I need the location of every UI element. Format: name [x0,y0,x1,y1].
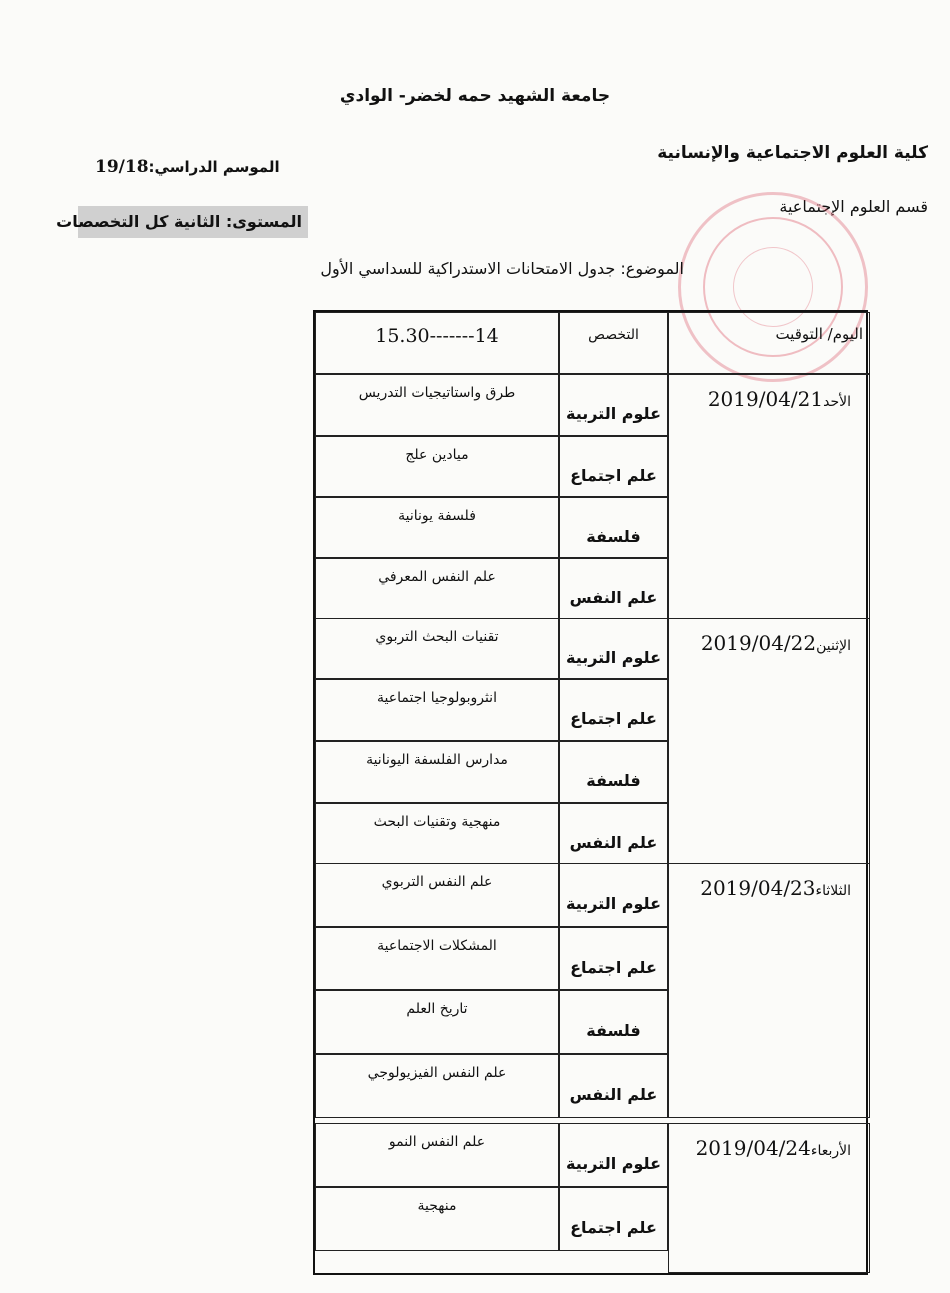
day-cell [668,1123,870,1273]
specialty: علوم التربية [565,647,661,667]
specialty-cell [559,1187,668,1251]
day-cell [668,374,870,619]
course-name: انثروبولوجيا اجتماعية [377,690,497,706]
course-cell [315,436,559,497]
season-value: 19/18 [95,157,149,177]
day-date: 2019/04/22 [700,631,817,655]
course-name: علم النفس النمو [388,1134,486,1150]
specialty-cell [559,990,668,1054]
specialty: فلسفة [586,771,641,790]
course-cell [315,374,559,436]
course-cell [315,741,559,803]
day-label [708,387,851,411]
specialty-cell [559,618,668,679]
course-cell [315,497,559,558]
document-subject: الموضوع: جدول الامتحانات الاستدراكية للسداسي الأول [320,259,684,278]
course-name: المشكلات الاجتماعية [377,938,497,954]
course-cell [315,558,559,619]
specialty: علم النفس [569,587,658,607]
course-cell [315,1187,559,1251]
university-name: جامعة الشهيد حمه لخضر- الوادي [339,86,611,106]
course-cell [315,1054,559,1118]
day-label [696,1136,851,1160]
header-spec: التخصص [588,327,639,343]
header-spec-cell [559,312,668,374]
specialty: علم اجتماع [570,709,657,728]
course-name: ميادين علج [405,447,469,463]
specialty-cell [559,741,668,803]
specialty-cell [559,374,668,436]
course-cell [315,679,559,741]
day-cell [668,863,870,1118]
season-label: الموسم الدراسي: [148,158,280,176]
specialty-cell [559,1054,668,1118]
course-name: مدارس الفلسفة اليونانية [366,752,508,768]
header-time: 15.30-------14 [375,325,499,347]
specialty-cell [559,803,668,864]
course-name: منهجية [417,1198,457,1214]
academic-season [95,157,280,177]
specialty: فلسفة [586,526,641,546]
header-day: اليوم/ التوقيت [775,325,863,343]
course-cell [315,803,559,864]
day-date: 2019/04/24 [695,1136,811,1160]
specialty-cell [559,927,668,990]
day-name: الأربعاء [810,1143,851,1159]
course-name: علم النفس التربوي [381,874,493,890]
header-time-cell [315,312,559,374]
specialty: علوم التربية [565,894,661,913]
day-cell [668,618,870,864]
course-name: علم النفس المعرفي [378,569,496,585]
specialty-cell [559,679,668,741]
specialty: علوم التربية [565,1154,661,1173]
specialty-cell [559,1123,668,1187]
specialty-cell [559,497,668,558]
specialty: علوم التربية [565,404,661,423]
specialty-cell [559,436,668,497]
day-name: الإثنين [816,638,851,654]
specialty-cell [559,863,668,927]
specialty: علم اجتماع [570,1218,657,1237]
day-date: 2019/04/23 [700,876,816,900]
day-date: 2019/04/21 [707,387,824,411]
course-cell [315,927,559,990]
course-name: تاريخ العلم [406,1001,468,1017]
level-banner: المستوى: الثانية كل التخصصات [78,206,308,238]
course-name: طرق واستاتيجيات التدريس [358,385,516,401]
specialty-cell [559,558,668,619]
course-name: تقنيات البحث التربوي [375,629,499,645]
course-cell [315,863,559,927]
day-label [700,876,851,900]
course-cell [315,1123,559,1187]
course-name: منهجية وتقنيات البحث [373,814,501,830]
header-day-cell [668,312,870,374]
specialty: علم النفس [569,1085,658,1104]
department-name: قسم العلوم الإجتماعية [779,197,928,216]
specialty: علم اجتماع [570,957,657,977]
specialty: فلسفة [586,1021,641,1040]
specialty: علم اجتماع [570,465,657,485]
day-name: الأحد [823,394,851,410]
day-label [701,631,851,655]
day-name: الثلاثاء [815,883,851,899]
exam-schedule-table [313,310,868,1275]
specialty: علم النفس [569,832,658,852]
course-cell [315,990,559,1054]
course-name: علم النفس الفيزيولوجي [367,1065,507,1081]
faculty-name: كلية العلوم الاجتماعية والإنسانية [657,143,928,163]
course-cell [315,618,559,679]
course-name: فلسفة يونانية [398,508,476,524]
